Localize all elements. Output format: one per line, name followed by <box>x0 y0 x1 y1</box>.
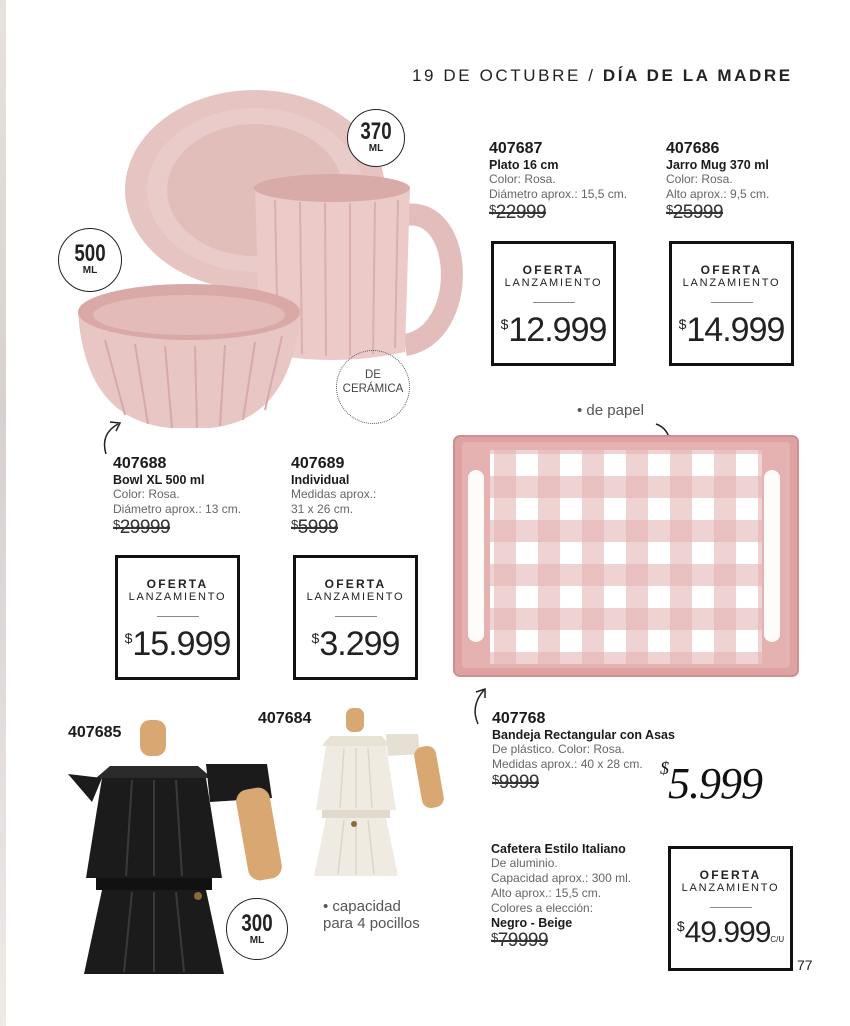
coffee-capacity-unit: ML <box>249 935 265 946</box>
ceramic-badge <box>336 350 410 424</box>
cafetera-offer-label1: OFERTA <box>699 868 762 882</box>
mug-capacity-value: 370 <box>360 118 392 145</box>
bandeja-desc2: Medidas aprox.: 40 x 28 cm. <box>492 757 643 771</box>
mug-desc2: Alto aprox.: 9,5 cm. <box>666 187 770 201</box>
plato-code: 407687 <box>489 140 543 157</box>
cafetera-desc1: De aluminio. <box>491 856 558 870</box>
capacity-note-line2: para 4 pocillos <box>323 915 420 932</box>
ceramic-set-image <box>60 90 480 440</box>
header-date: 19 DE OCTUBRE / <box>412 66 603 85</box>
plato-offer-label1: OFERTA <box>522 263 585 277</box>
bowl-capacity-badge <box>58 228 122 292</box>
mug-offer-box <box>669 241 794 366</box>
individual-price: $3.299 <box>311 625 400 663</box>
individual-desc1: Medidas aprox.: <box>291 487 377 501</box>
bowl-name: Bowl XL 500 ml <box>113 473 205 487</box>
cafetera-old-price: $79999 <box>491 930 549 951</box>
mug-price: $14.999 <box>678 311 785 349</box>
plato-desc2: Diámetro aprox.: 15,5 cm. <box>489 187 628 201</box>
mug-old-price: $25999 <box>666 202 724 223</box>
mug-code: 407686 <box>666 140 720 157</box>
bowl-capacity-unit: ML <box>82 265 98 276</box>
bandeja-old-price: $9999 <box>492 772 540 793</box>
individual-desc2: 31 x 26 cm. <box>291 502 354 516</box>
bowl-arrow-icon <box>96 418 126 456</box>
cafetera-white-code: 407684 <box>258 710 312 727</box>
bowl-offer-label1: OFERTA <box>146 577 209 591</box>
cafetera-name: Cafetera Estilo Italiano <box>491 842 626 856</box>
mug-offer-label1: OFERTA <box>700 263 763 277</box>
bowl-desc1: Color: Rosa. <box>113 487 180 501</box>
bandeja-info <box>492 710 675 794</box>
bowl-offer-label2: LANZAMIENTO <box>128 591 227 603</box>
cafetera-offer-label2: LANZAMIENTO <box>681 882 780 894</box>
cafetera-info <box>491 842 631 952</box>
cafetera-desc2: Capacidad aprox.: 300 ml. <box>491 871 632 885</box>
cafetera-price: $49.999C/U <box>676 916 785 949</box>
mug-desc1: Color: Rosa. <box>666 172 733 186</box>
offer-divider <box>711 302 753 303</box>
page-number: 77 <box>797 957 813 973</box>
plato-offer-box <box>491 241 616 366</box>
offer-divider <box>710 907 752 908</box>
bandeja-code: 407768 <box>492 710 546 727</box>
bowl-offer-box <box>115 555 240 680</box>
cafetera-colors: Negro - Beige <box>491 916 573 930</box>
bandeja-price: $5.999 <box>660 758 762 808</box>
ceramic-badge-line1: DE <box>365 369 381 381</box>
individual-name: Individual <box>291 473 350 487</box>
bowl-capacity-value: 500 <box>74 240 106 267</box>
cafetera-desc4: Colores a elección: <box>491 901 594 915</box>
plato-desc1: Color: Rosa. <box>489 172 556 186</box>
header-title: DÍA DE LA MADRE <box>602 66 793 85</box>
coffee-capacity-value: 300 <box>241 910 273 937</box>
tray-image <box>450 432 802 682</box>
bandeja-desc1: De plástico. Color: Rosa. <box>492 742 625 756</box>
cafetera-offer-box <box>668 846 793 971</box>
black-coffee-maker-image <box>62 718 302 980</box>
individual-info <box>291 455 376 539</box>
plato-name: Plato 16 cm <box>489 158 559 172</box>
bowl-info <box>113 455 241 539</box>
beige-coffee-maker-image <box>300 706 450 886</box>
plato-old-price: $22999 <box>489 202 547 223</box>
mug-name: Jarro Mug 370 ml <box>666 158 769 172</box>
mug-offer-label2: LANZAMIENTO <box>682 277 781 289</box>
capacity-note-line1: • capacidad <box>323 898 401 915</box>
tray-arrow-icon <box>466 686 490 726</box>
capacity-note <box>323 898 420 932</box>
plato-info <box>489 140 627 224</box>
offer-divider <box>533 302 575 303</box>
individual-code: 407689 <box>291 455 345 472</box>
ceramic-badge-line2: CERÁMICA <box>342 383 404 395</box>
bowl-desc2: Diámetro aprox.: 13 cm. <box>113 502 242 516</box>
individual-offer-box <box>293 555 418 680</box>
bowl-code: 407688 <box>113 455 167 472</box>
cafetera-black-code: 407685 <box>68 724 122 741</box>
mug-capacity-badge <box>347 109 405 167</box>
offer-divider <box>335 616 377 617</box>
offer-divider <box>157 616 199 617</box>
page-header <box>412 66 793 86</box>
cafetera-desc3: Alto aprox.: 15,5 cm. <box>491 886 602 900</box>
mug-info <box>666 140 769 224</box>
bowl-old-price: $29999 <box>113 517 171 538</box>
bandeja-name: Bandeja Rectangular con Asas <box>492 728 675 742</box>
paper-note: • de papel <box>577 402 644 419</box>
individual-offer-label2: LANZAMIENTO <box>306 591 405 603</box>
page-edge <box>0 0 6 1026</box>
individual-offer-label1: OFERTA <box>324 577 387 591</box>
plato-offer-label2: LANZAMIENTO <box>504 277 603 289</box>
individual-old-price: $5999 <box>291 517 339 538</box>
mug-capacity-unit: ML <box>368 143 384 154</box>
plato-price: $12.999 <box>500 311 607 349</box>
bowl-price: $15.999 <box>124 625 231 663</box>
